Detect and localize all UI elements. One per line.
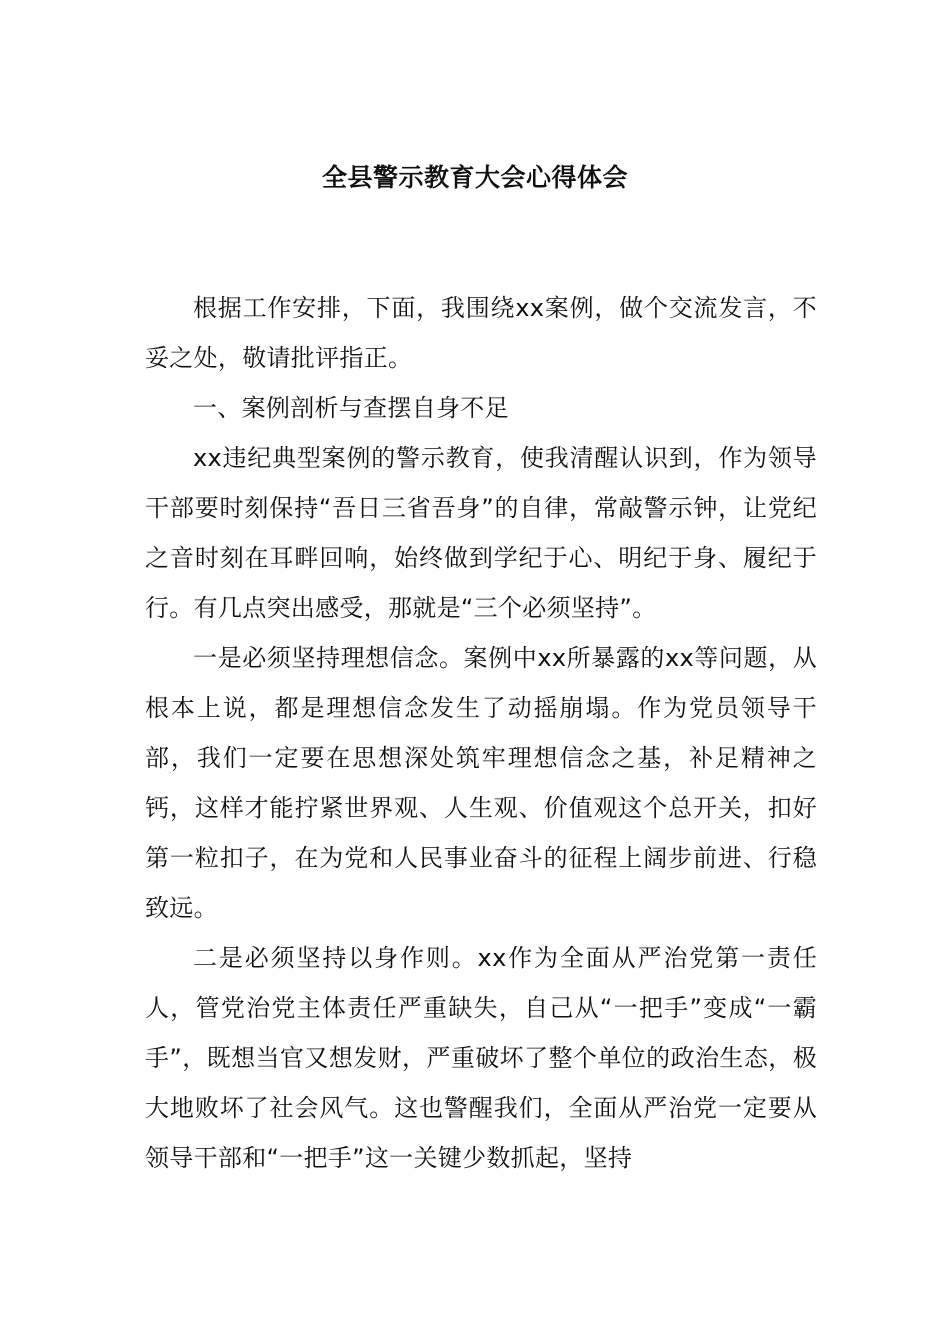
paragraph-intro: 根据工作安排，下面，我围绕xx案例，做个交流发言，不妥之处，敬请批评指正。 (145, 294, 817, 372)
document-title: 全县警示教育大会心得体会 (321, 163, 628, 192)
paragraph-ideals: 一是必须坚持理想信念。案例中xx所暴露的xx等问题，从根本上说，都是理想信念发生了动摇崩塌。作为党员领导干部，我们一定要在思想深处筑牢理想信念之基，补足精神之钙，这样才能拧紧世界观、人生观、价值观这个总开关，扣好第一粒扣子，在为党和人民事业奋斗的征程上阔步前进、行稳致远。 (145, 644, 817, 922)
section-heading: 一、案例剖析与查摆自身不足 (193, 394, 509, 422)
document-body (145, 283, 817, 1183)
paragraph-example: 二是必须坚持以身作则。xx作为全面从严治党第一责任人，管党治党主体责任严重缺失，自己从“一把手”变成“一霸手”，既想当官又想发财，严重破坏了整个单位的政治生态，极大地败坏了社会风气。这也警醒我们，全面从严治党一定要从领导干部和“一把手”这一关键少数抓起，坚持 (145, 944, 817, 1172)
paragraph-case-summary: xx违纪典型案例的警示教育，使我清醒认识到，作为领导干部要时刻保持“吾日三省吾身”的自律，常敲警示钟，让党纪之音时刻在耳畔回响，始终做到学纪于心、明纪于身、履纪于行。有几点突出感受，那就是“三个必须坚持”。 (145, 444, 817, 622)
